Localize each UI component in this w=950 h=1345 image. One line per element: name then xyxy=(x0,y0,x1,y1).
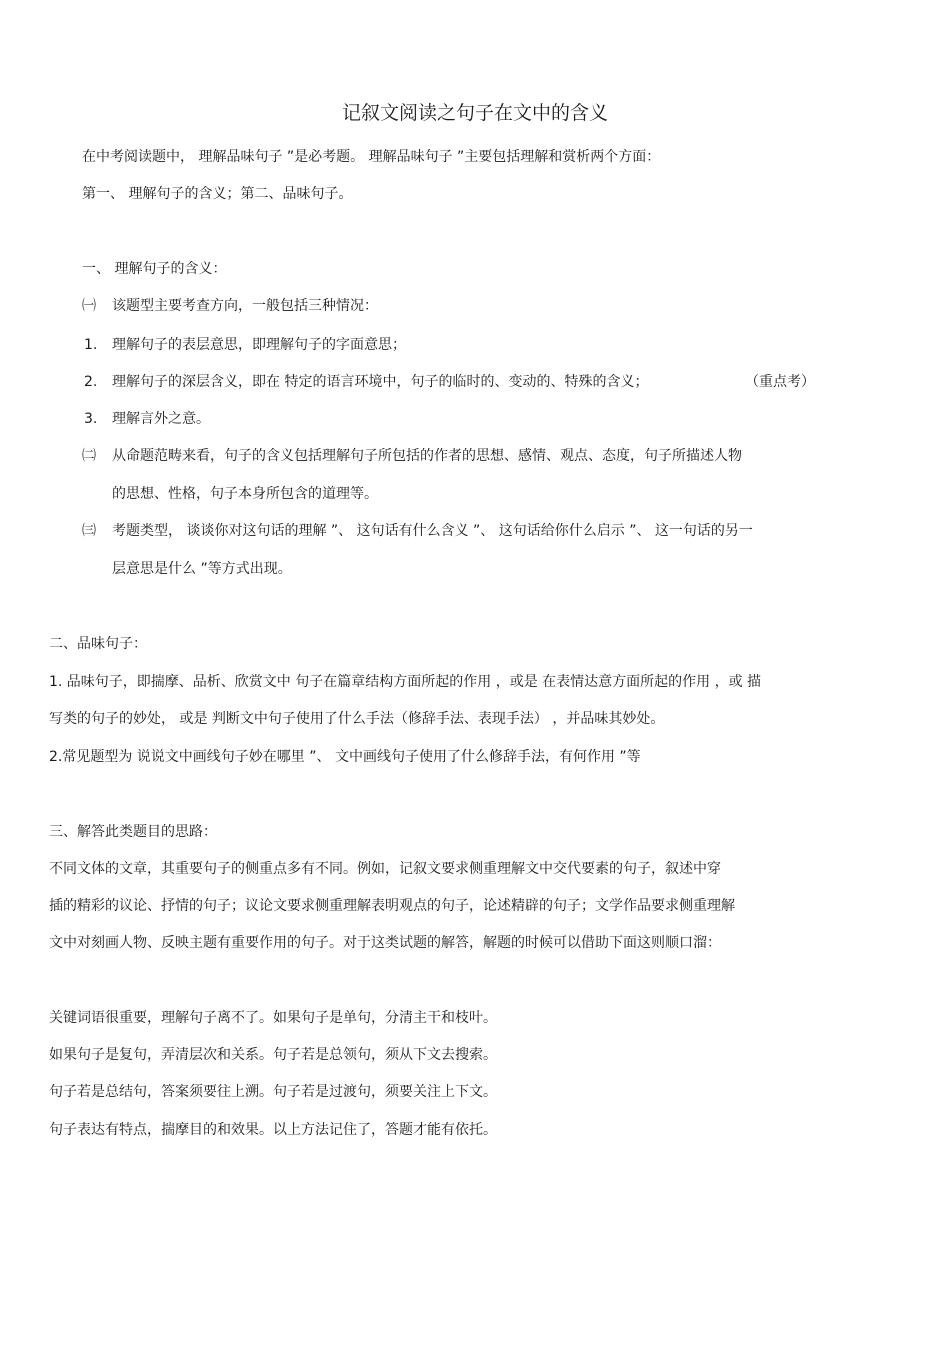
sub-2-text-cont: 的思想、性格，句子本身所包含的道理等。 xyxy=(112,486,378,502)
section-3-p-line-2: 插的精彩的议论、抒情的句子；议论文要求侧重理解表明观点的句子，论述精辟的句子；文学作品要求侧重理解 xyxy=(49,898,735,914)
item-3-number: 3. xyxy=(84,411,98,427)
sub-3-marker: ㈢ xyxy=(82,523,96,539)
section-2-p1-line-2: 写类的句子的妙处， 或是 判断文中句子使用了什么手法（修辞手法、表现手法） ，并品味其妙处。 xyxy=(49,711,665,727)
sub-1-text: 该题型主要考查方向，一般包括三种情况： xyxy=(112,298,378,314)
sub-2-marker: ㈡ xyxy=(82,448,96,464)
rhyme-line-3: 句子若是总结句，答案须要往上溯。句子若是过渡句，须要关注上下文。 xyxy=(49,1084,497,1100)
rhyme-line-1: 关键词语很重要，理解句子离不了。如果句子是单句，分清主干和枝叶。 xyxy=(49,1010,497,1026)
section-2-p1-line-1: 1. 品味句子，即揣摩、品析、欣赏文中 句子在篇章结构方面所起的作用 ，或是 在表情达意方面所起的作用 ，或 描 xyxy=(49,674,762,690)
rhyme-line-2: 如果句子是复句，弄清层次和关系。句子若是总领句，须从下文去搜索。 xyxy=(49,1047,497,1063)
item-1-text: 理解句子的表层意思，即理解句子的字面意思； xyxy=(112,337,406,353)
intro-line-1: 在中考阅读题中， 理解品味句子 ”是必考题。 理解品味句子 ”主要包括理解和赏析两个方面： xyxy=(82,149,661,165)
intro-line-2: 第一、 理解句子的含义；第二、品味句子。 xyxy=(82,186,353,202)
section-2-p2: 2.常见题型为 说说文中画线句子妙在哪里 ”、 文中画线句子使用了什么修辞手法，有何作用 ”等 xyxy=(49,749,641,765)
section-3-heading: 三、解答此类题目的思路： xyxy=(49,824,217,840)
item-2-number: 2. xyxy=(84,374,98,390)
sub-2-text: 从命题范畴来看，句子的含义包括理解句子所包括的作者的思想、感情、观点、态度，句子所描述人物 xyxy=(112,448,742,464)
section-1-heading: 一、 理解句子的含义： xyxy=(82,261,227,277)
section-3-p-line-1: 不同文体的文章，其重要句子的侧重点多有不同。例如，记叙文要求侧重理解文中交代要素的句子，叙述中穿 xyxy=(49,861,721,877)
sub-3-text: 考题类型， 谈谈你对这句话的理解 ”、 这句话有什么含义 ”、 这句话给你什么启示 ”、 这一句话的另一 xyxy=(112,523,753,539)
item-2-note: （重点考） xyxy=(745,374,815,390)
page-title: 记叙文阅读之句子在文中的含义 xyxy=(341,102,608,124)
rhyme-line-4: 句子表达有特点，揣摩目的和效果。以上方法记住了，答题才能有依托。 xyxy=(49,1122,497,1138)
item-2-text: 理解句子的深层含义，即在 特定的语言环境中，句子的临时的、变动的、特殊的含义； xyxy=(112,374,649,390)
sub-3-text-cont: 层意思是什么 ”等方式出现。 xyxy=(112,561,292,577)
section-2-heading: 二、品味句子： xyxy=(49,636,147,652)
item-3-text: 理解言外之意。 xyxy=(112,411,210,427)
item-1-number: 1. xyxy=(84,337,98,353)
sub-1-marker: ㈠ xyxy=(82,298,96,314)
section-3-p-line-3: 文中对刻画人物、反映主题有重要作用的句子。对于这类试题的解答，解题的时候可以借助下面这则顺口溜： xyxy=(49,935,721,951)
